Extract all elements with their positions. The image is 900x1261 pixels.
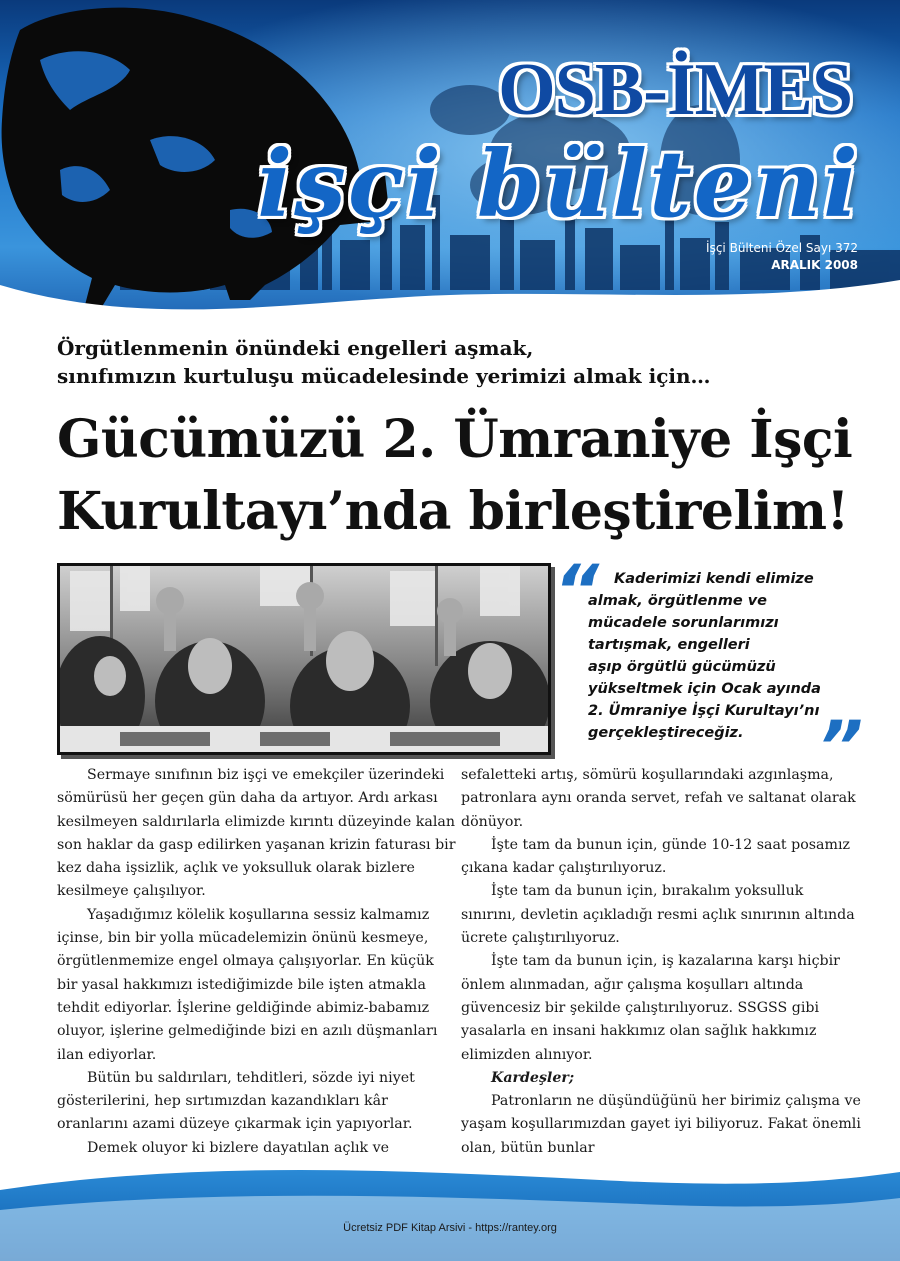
pull-quote-line: mücadele sorunlarımızı: [588, 615, 779, 631]
brand-title: OSB-İMES: [498, 49, 852, 131]
pull-quote-line: 2. Ümraniye İşçi Kurultayı’nı: [588, 703, 820, 719]
paragraph: İşte tam da bunun için, iş kazalarına karşı hiçbir önlem alınmadan, ağır çalışma koşulları altında güvencesiz bir şekilde çalıştırılıyoruz. SSGSS gibi yasalarla en insani hakkımız olan sağlık hakkımız elimizden alınıyor.: [461, 953, 840, 1063]
workers-protest-photo: [57, 563, 551, 755]
paragraph: sefaletteki artış, sömürü koşullarındaki azgınlaşma, patronlara aynı oranda servet, refah ve saltanat olarak dönüyor.: [461, 767, 856, 830]
body-column-right: [461, 764, 861, 1160]
paragraph: Patronların ne düşündüğünü her birimiz çalışma ve yaşam koşullarımızdan gayet iyi biliyoruz. Fakat önemli olan, bütün bunlar: [461, 1093, 861, 1156]
footer-wave: [0, 1160, 900, 1261]
masthead: [0, 0, 900, 330]
footer-credit: Ücretsiz PDF Kitap Arsivi - https://rantey.org: [343, 1222, 557, 1234]
paragraph: İşte tam da bunun için, bırakalım yoksulluk sınırını, devletin açıkladığı resmi açlık sınırının altında ücrete çalıştırılıyoruz.: [461, 883, 855, 947]
paragraph: Yaşadığımız kölelik koşullarına sessiz kalmamız içinse, bin bir yolla mücadelemizin önünü kesmeye, örgütlenmemize engel olmaya çalışıyorlar. En küçük bir yasal hakkımızı istediğimizde bile işten atmakla tehdit ediyorlar. İşlerine geldiğinde abimiz-babamız oluyor, işlerine gelmediğinde bizi en azılı düşmanları ilan ediyorlar.: [57, 906, 438, 1063]
kicker-line: Örgütlenmenin önündeki engelleri aşmak,: [57, 336, 534, 360]
headline-line: Gücümüzü 2. Ümraniye İşçi: [57, 409, 853, 470]
close-quote-icon: ”: [818, 706, 864, 788]
pull-quote-line: yükseltmek için Ocak ayında: [588, 681, 821, 697]
pull-quote-line: Kaderimizi kendi elimize: [614, 571, 814, 587]
pull-quote-line: aşıp örgütlü gücümüzü: [588, 659, 776, 675]
paragraph: Sermaye sınıfının biz işçi ve emekçiler üzerindeki sömürüsü her geçen gün daha da artıyor. Ardı arkası kesilmeyen saldırılarla elimizde kırıntı düzeyinde kalan son haklar da gasp edilirken yaşanan krizin faturası bir kez daha işsizlik, açlık ve yoksulluk olarak bizlere kesilmeye çalışılıyor.: [57, 767, 456, 900]
protest-photo-illustration: [60, 566, 548, 752]
issue-date: ARALIK 2008: [771, 258, 858, 272]
pull-quote: [588, 568, 828, 744]
pull-quote-line: tartışmak, engelleri: [588, 637, 750, 653]
headline-line: Kurultayı’nda birleştirelim!: [57, 481, 849, 542]
paragraph: İşte tam da bunun için, günde 10-12 saat posamız çıkana kadar çalıştırılıyoruz.: [461, 836, 850, 877]
body-column-left: [57, 764, 457, 1160]
paragraph: Demek oluyor ki bizlere dayatılan açlık ve: [87, 1139, 390, 1156]
issue-info: [706, 240, 858, 274]
pull-quote-line: almak, örgütlenme ve: [588, 593, 767, 609]
kicker: [57, 334, 857, 390]
issue-number: İşçi Bülteni Özel Sayı 372: [706, 241, 858, 255]
pull-quote-line: gerçekleştireceğiz.: [588, 725, 744, 741]
headline: [57, 404, 877, 548]
paragraph: Bütün bu saldırıları, tehditleri, sözde iyi niyet gösterilerini, hep sırtımızdan kazandıkları kâr oranlarını azami düzeye çıkarmak için yapıyorlar.: [57, 1069, 415, 1133]
subheading: Kardeşler;: [491, 1069, 575, 1086]
open-quote-icon: “: [554, 550, 600, 632]
kicker-line: sınıfımızın kurtuluşu mücadelesinde yerimizi almak için…: [57, 364, 711, 388]
brand-subtitle: işçi bülteni: [257, 130, 860, 238]
